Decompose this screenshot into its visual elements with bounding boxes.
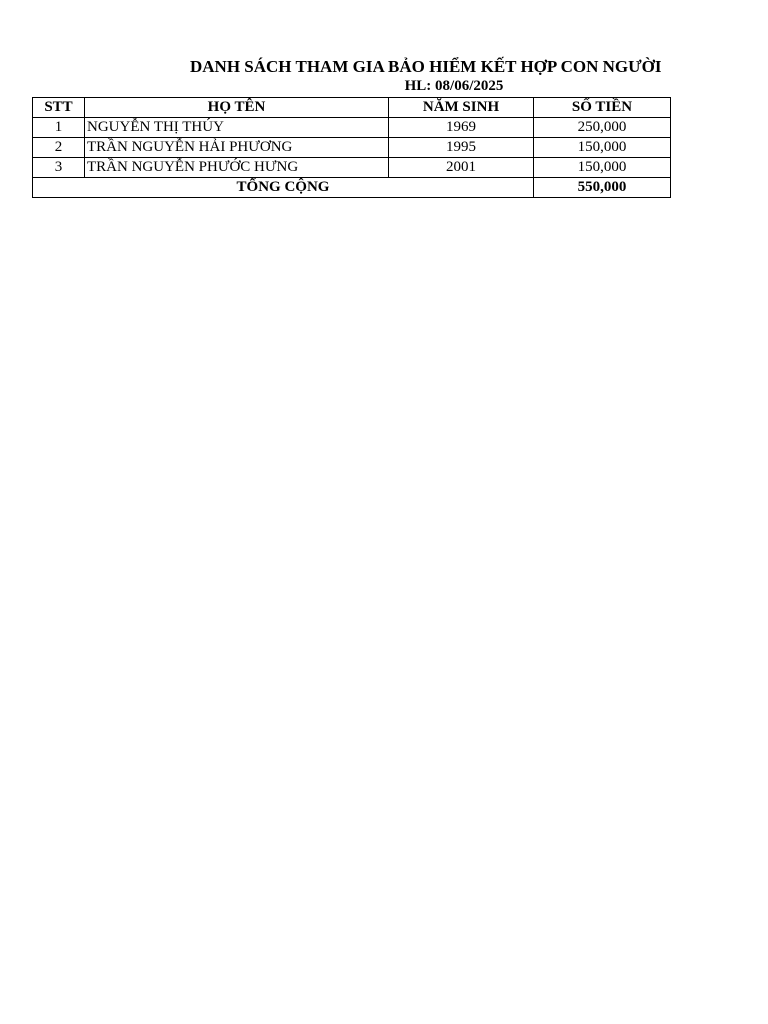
cell-birth-year: 2001 bbox=[389, 158, 534, 178]
table-total-row bbox=[33, 178, 671, 198]
cell-birth-year: 1995 bbox=[389, 138, 534, 158]
cell-name: TRẦN NGUYỄN HẢI PHƯƠNG bbox=[85, 138, 389, 158]
total-label: TỔNG CỘNG bbox=[33, 178, 534, 198]
document-subtitle: HL: 08/06/2025 bbox=[404, 78, 504, 94]
cell-stt: 3 bbox=[33, 158, 85, 178]
total-amount: 550,000 bbox=[534, 178, 671, 198]
table-header-row bbox=[33, 98, 671, 118]
header-stt: STT bbox=[33, 98, 85, 118]
header-amount: SỐ TIỀN bbox=[534, 98, 671, 118]
cell-birth-year: 1969 bbox=[389, 118, 534, 138]
cell-name: NGUYỄN THỊ THÚY bbox=[85, 118, 389, 138]
header-name: HỌ TÊN bbox=[85, 98, 389, 118]
table-row bbox=[33, 158, 671, 178]
cell-amount: 250,000 bbox=[534, 118, 671, 138]
header-birth-year: NĂM SINH bbox=[389, 98, 534, 118]
cell-amount: 150,000 bbox=[534, 158, 671, 178]
table-row bbox=[33, 138, 671, 158]
table-row bbox=[33, 118, 671, 138]
cell-stt: 2 bbox=[33, 138, 85, 158]
cell-stt: 1 bbox=[33, 118, 85, 138]
cell-amount: 150,000 bbox=[534, 138, 671, 158]
document-title: DANH SÁCH THAM GIA BẢO HIỂM KẾT HỢP CON NGƯỜI bbox=[190, 57, 662, 76]
insurance-participant-table bbox=[32, 97, 671, 198]
cell-name: TRẦN NGUYỄN PHƯỚC HƯNG bbox=[85, 158, 389, 178]
